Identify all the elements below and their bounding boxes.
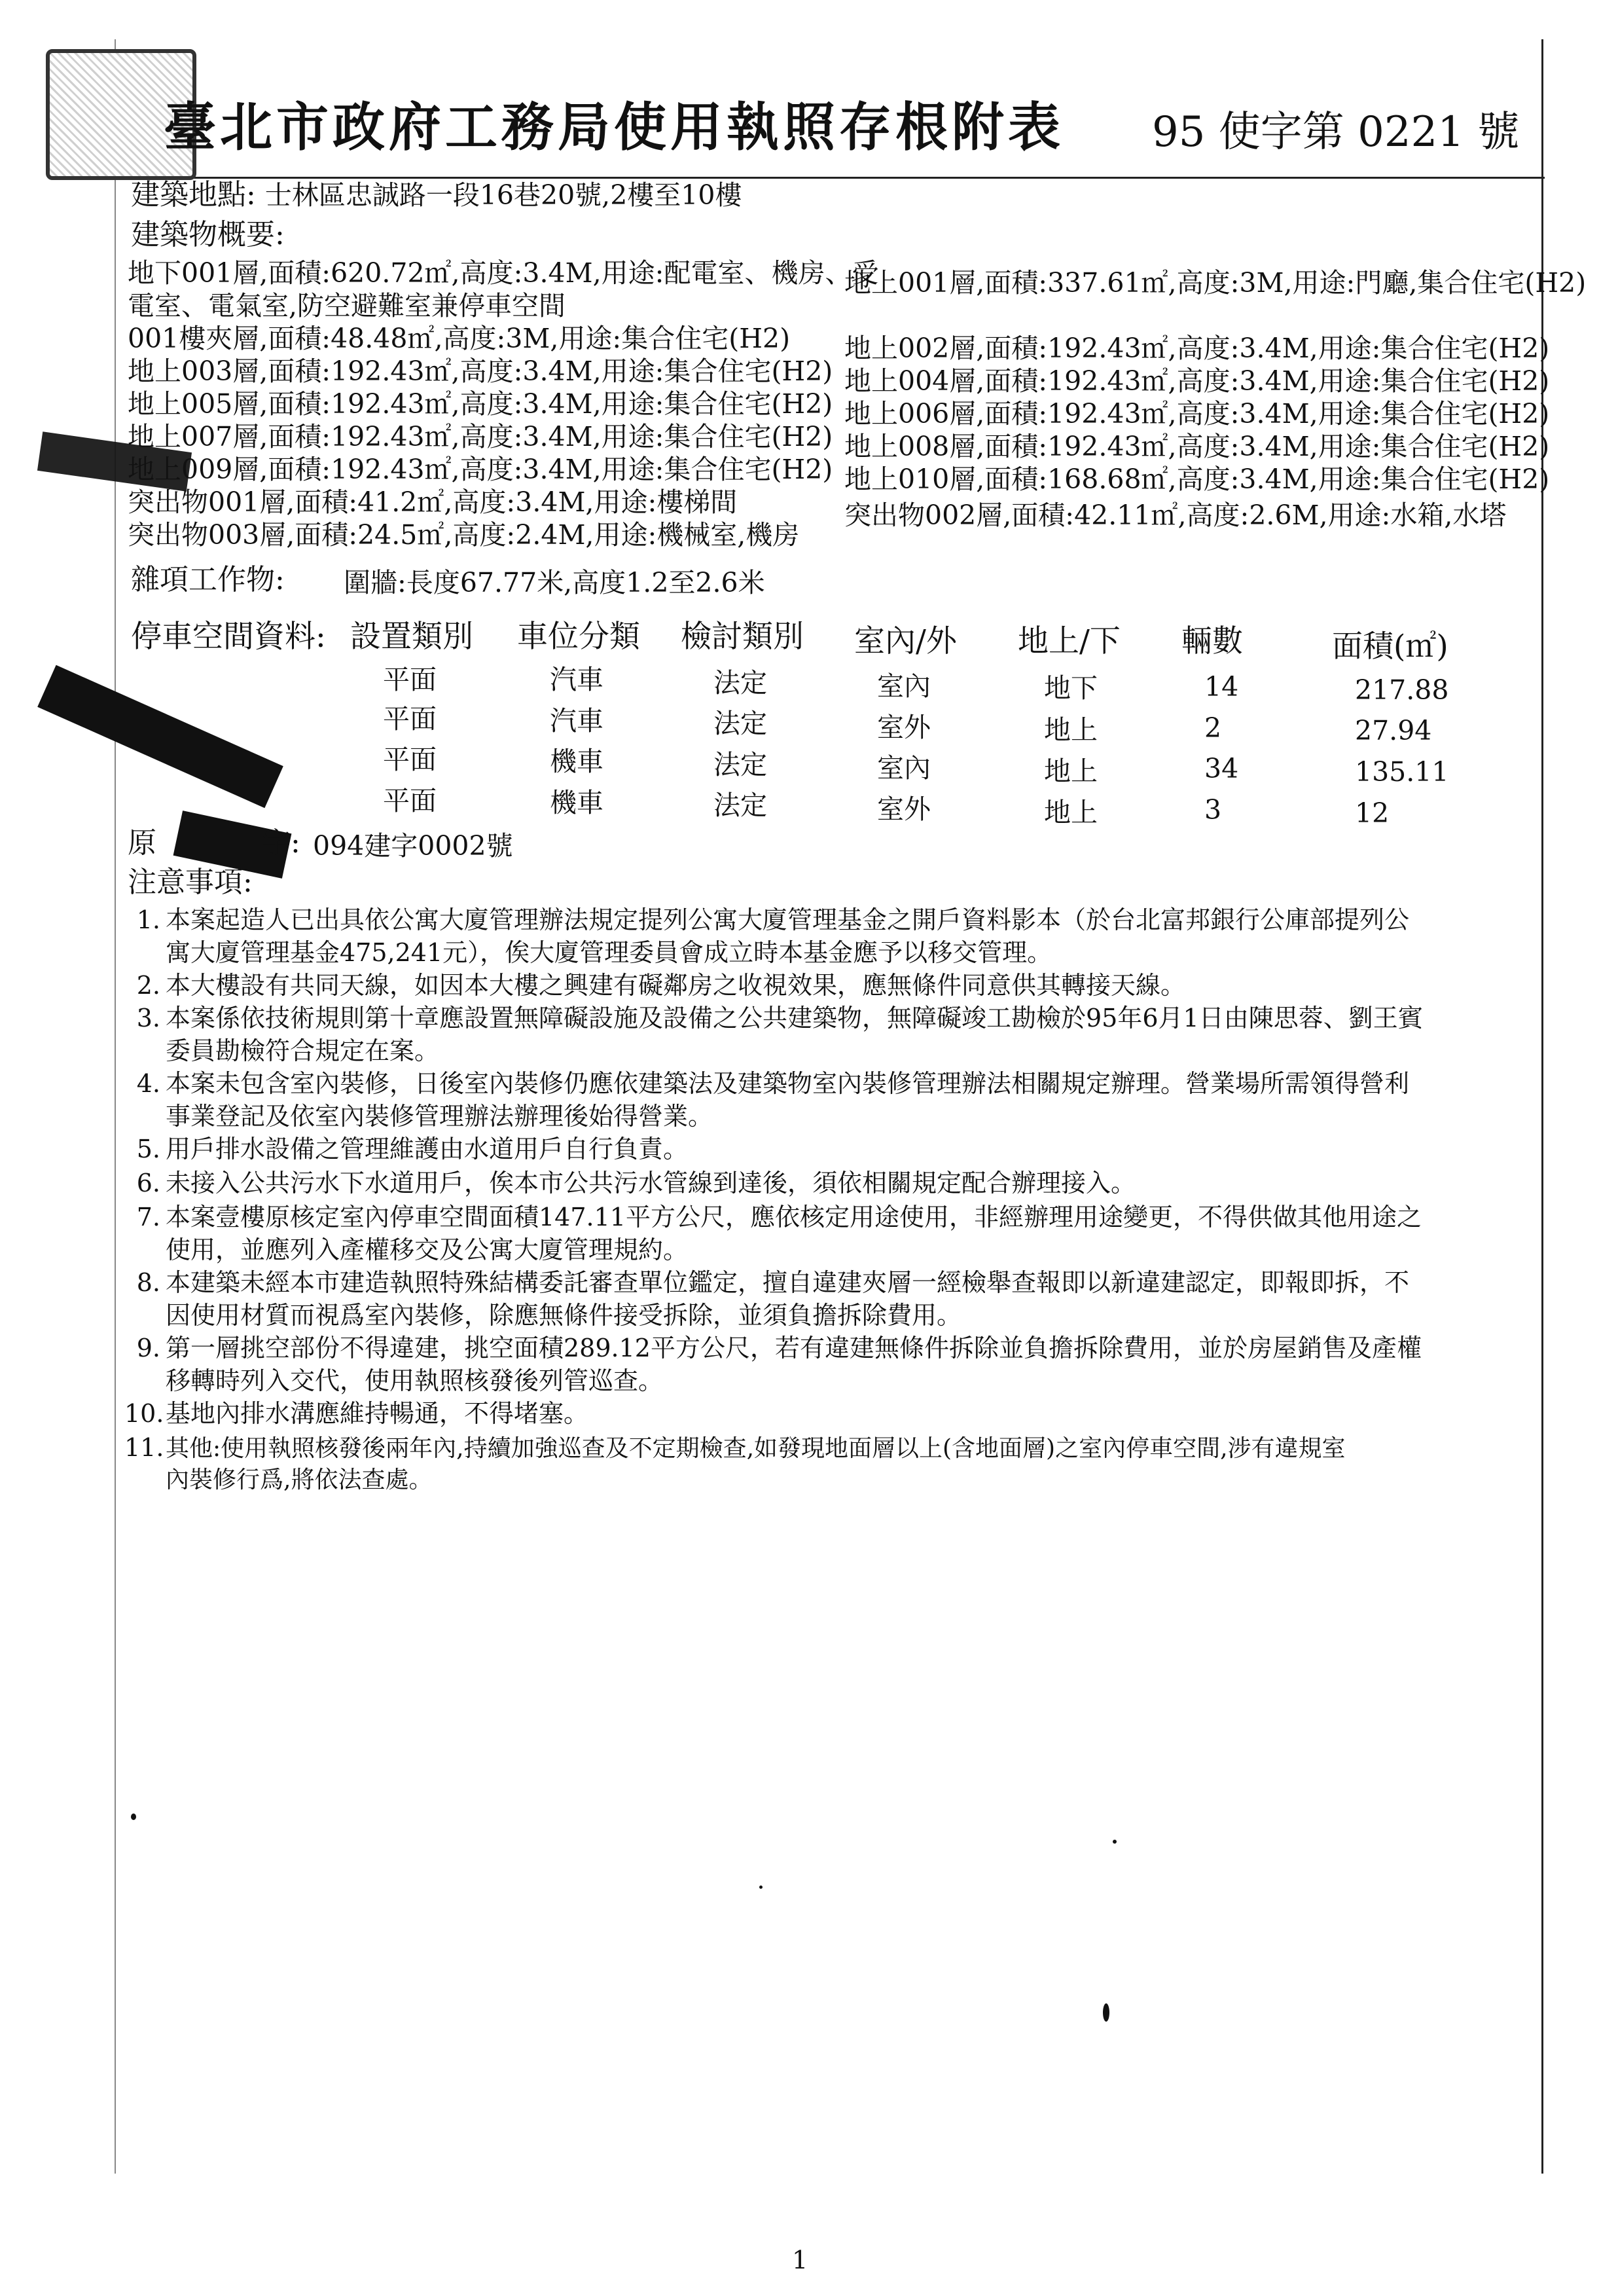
table-cell: 3 bbox=[1204, 794, 1222, 826]
note-text: 使用，並應列入產權移交及公寓大廈管理規約。 bbox=[166, 1235, 689, 1265]
table-cell: 14 bbox=[1204, 671, 1239, 702]
parking-header: 面積(㎡) bbox=[1332, 629, 1448, 665]
overview-label: 建築物概要: bbox=[131, 218, 285, 251]
note-text: 移轉時列入交代，使用執照核發後列管巡查。 bbox=[166, 1366, 664, 1396]
table-cell: 室外 bbox=[877, 712, 931, 743]
note-text: 事業登記及依室內裝修管理辦法辦理後始得營業。 bbox=[166, 1102, 713, 1131]
table-cell: 平面 bbox=[383, 744, 437, 775]
note-number: 10. bbox=[124, 1399, 164, 1428]
parking-header: 地上/下 bbox=[1018, 623, 1121, 659]
table-cell: 12 bbox=[1355, 797, 1390, 829]
floor-entry: 地上004層,面積:192.43㎡,高度:3.4M,用途:集合住宅(H2) bbox=[844, 365, 1550, 397]
note-number: 2. bbox=[136, 971, 160, 1000]
original-permit-label: 原 bbox=[128, 826, 156, 860]
original-permit-label-tail: 字: bbox=[262, 826, 300, 860]
floor-entry: 地上006層,面積:192.43㎡,高度:3.4M,用途:集合住宅(H2) bbox=[844, 398, 1550, 429]
note-item bbox=[124, 1133, 688, 1165]
permit-number: 95 使字第 0221 號 bbox=[1152, 108, 1520, 156]
note-text: 本案壹樓原核定室內停車空間面積147.11平方公尺，應依核定用途使用，非經辦理用途變更，不得供做其他用途之 bbox=[166, 1203, 1422, 1231]
misc-value: 圍牆:長度67.77米,高度1.2至2.6米 bbox=[344, 567, 765, 598]
note-text: 基地內排水溝應維持暢通，不得堵塞。 bbox=[166, 1399, 589, 1428]
table-cell: 法定 bbox=[713, 708, 767, 739]
note-item bbox=[124, 1067, 1409, 1133]
floor-entry: 地上003層,面積:192.43㎡,高度:3.4M,用途:集合住宅(H2) bbox=[128, 355, 833, 387]
floor-entry: 地上002層,面積:192.43㎡,高度:3.4M,用途:集合住宅(H2) bbox=[844, 333, 1550, 364]
table-cell: 法定 bbox=[713, 749, 767, 780]
note-text: 本大樓設有共同天線，如因本大樓之興建有礙鄰房之收視效果，應無條件同意供其轉接天線。 bbox=[166, 971, 1186, 1000]
table-cell: 地上 bbox=[1044, 756, 1098, 787]
note-item bbox=[124, 1397, 588, 1430]
floor-entry: 地上010層,面積:168.68㎡,高度:3.4M,用途:集合住宅(H2) bbox=[844, 464, 1550, 495]
table-cell: 機車 bbox=[550, 787, 603, 818]
note-number: 4. bbox=[136, 1069, 160, 1098]
table-cell: 平面 bbox=[383, 703, 437, 735]
scan-speck bbox=[759, 1886, 763, 1889]
table-cell: 汽車 bbox=[550, 705, 603, 737]
floor-entry: 地上008層,面積:192.43㎡,高度:3.4M,用途:集合住宅(H2) bbox=[844, 431, 1550, 462]
note-item bbox=[124, 969, 1185, 1002]
table-cell: 27.94 bbox=[1355, 715, 1432, 746]
note-item bbox=[124, 1167, 1136, 1199]
note-number: 5. bbox=[136, 1135, 160, 1163]
note-item bbox=[124, 1431, 1346, 1495]
location-line bbox=[131, 178, 742, 213]
note-number: 6. bbox=[136, 1169, 160, 1197]
note-text: 本案起造人已出具依公寓大廈管理辦法規定提列公寓大廈管理基金之開戶資料影本（於台北富邦銀行公庫部提列公 bbox=[166, 905, 1410, 934]
parking-header: 檢討類別 bbox=[681, 619, 804, 655]
note-number: 9. bbox=[136, 1334, 160, 1362]
scan-speck bbox=[1113, 1840, 1117, 1844]
floor-entry: 電室、電氣室,防空避難室兼停車空間 bbox=[128, 290, 566, 321]
parking-label: 停車空間資料: bbox=[131, 619, 326, 655]
table-cell: 平面 bbox=[383, 664, 437, 695]
table-cell: 地上 bbox=[1044, 797, 1098, 828]
table-cell: 室外 bbox=[877, 793, 931, 825]
note-text: 寓大廈管理基金475,241元），俟大廈管理委員會成立時本基金應予以移交管理。 bbox=[166, 938, 1052, 968]
parking-header: 車位分類 bbox=[517, 619, 640, 655]
floor-entry: 突出物001層,面積:41.2㎡,高度:3.4M,用途:樓梯間 bbox=[128, 486, 738, 518]
note-number: 11. bbox=[124, 1433, 164, 1462]
note-text: 本建築未經本市建造執照特殊結構委託審查單位鑑定，擅自違建夾層一經檢舉查報即以新違建認定，即報即拆，不 bbox=[166, 1268, 1410, 1297]
scan-speck bbox=[1103, 2003, 1109, 2022]
original-permit-value: 094建字0002號 bbox=[313, 830, 513, 862]
table-cell: 2 bbox=[1204, 712, 1222, 744]
table-cell: 室內 bbox=[877, 670, 931, 702]
table-cell: 217.88 bbox=[1355, 674, 1449, 706]
location-value: 士林區忠誠路一段16巷20號,2樓至10樓 bbox=[264, 179, 742, 211]
parking-header: 輛數 bbox=[1181, 623, 1243, 659]
note-text: 委員勘檢符合規定在案。 bbox=[166, 1036, 440, 1066]
parking-header: 室內/外 bbox=[854, 623, 957, 659]
table-cell: 汽車 bbox=[550, 664, 603, 695]
table-cell: 135.11 bbox=[1355, 756, 1449, 788]
note-item bbox=[124, 1002, 1423, 1067]
redaction-mark-2 bbox=[37, 665, 283, 809]
floor-entry: 突出物002層,面積:42.11㎡,高度:2.6M,用途:水箱,水塔 bbox=[844, 500, 1507, 531]
notes-label: 注意事項: bbox=[128, 866, 253, 899]
note-text: 因使用材質而視爲室內裝修，除應無條件接受拆除，並須負擔拆除費用。 bbox=[166, 1301, 962, 1330]
floor-entry: 地上001層,面積:337.61㎡,高度:3M,用途:門廳,集合住宅(H2) bbox=[844, 267, 1587, 299]
table-cell: 平面 bbox=[383, 785, 437, 816]
scan-speck bbox=[131, 1813, 136, 1820]
note-text: 本案係依技術規則第十章應設置無障礙設施及設備之公共建築物，無障礙竣工勘檢於95年6月1日由陳思蓉、劉王賓 bbox=[166, 1004, 1423, 1032]
floor-entry: 001樓夾層,面積:48.48㎡,高度:3M,用途:集合住宅(H2) bbox=[128, 323, 791, 354]
table-cell: 法定 bbox=[713, 667, 767, 699]
page-number: 1 bbox=[792, 2246, 808, 2274]
note-text: 其他:使用執照核發後兩年內,持續加強巡查及不定期檢查,如發現地面層以上(含地面層)之室內停車空間,涉有違規室 bbox=[166, 1435, 1346, 1462]
note-text: 本案未包含室內裝修，日後室內裝修仍應依建築法及建築物室內裝修管理辦法相關規定辦理。營業場所需領得營利 bbox=[166, 1069, 1410, 1098]
table-cell: 室內 bbox=[877, 752, 931, 784]
table-cell: 機車 bbox=[550, 746, 603, 777]
floor-entry: 地下001層,面積:620.72㎡,高度:3.4M,用途:配電室、機房、受 bbox=[128, 257, 879, 289]
note-text: 內裝修行爲,將依法查處。 bbox=[166, 1466, 433, 1493]
note-item bbox=[124, 903, 1409, 969]
note-item bbox=[124, 1201, 1422, 1266]
note-number: 8. bbox=[136, 1268, 160, 1297]
floor-entry: 地上009層,面積:192.43㎡,高度:3.4M,用途:集合住宅(H2) bbox=[128, 454, 833, 485]
document-title: 臺北市政府工務局使用執照存根附表 bbox=[164, 96, 1064, 158]
note-text: 第一層挑空部份不得違建，挑空面積289.12平方公尺，若有違建無條件拆除並負擔拆除費用，並於房屋銷售及產權 bbox=[166, 1334, 1422, 1362]
parking-header: 設置類別 bbox=[350, 619, 473, 655]
location-label: 建築地點: bbox=[131, 178, 256, 211]
note-text: 用戶排水設備之管理維護由水道用戶自行負責。 bbox=[166, 1135, 689, 1163]
floor-entry: 地上007層,面積:192.43㎡,高度:3.4M,用途:集合住宅(H2) bbox=[128, 421, 833, 452]
floor-entry: 突出物003層,面積:24.5㎡,高度:2.4M,用途:機械室,機房 bbox=[128, 519, 800, 551]
table-cell: 地上 bbox=[1044, 714, 1098, 746]
note-item bbox=[124, 1332, 1422, 1397]
table-cell: 地下 bbox=[1044, 672, 1098, 704]
note-number: 7. bbox=[136, 1203, 160, 1231]
table-cell: 34 bbox=[1204, 753, 1239, 784]
note-item bbox=[124, 1266, 1409, 1332]
note-number: 1. bbox=[136, 905, 160, 934]
misc-label: 雜項工作物: bbox=[131, 563, 285, 596]
note-text: 未接入公共污水下水道用戶，俟本市公共污水管線到達後，須依相關規定配合辦理接入。 bbox=[166, 1169, 1136, 1197]
table-cell: 法定 bbox=[713, 790, 767, 821]
note-number: 3. bbox=[136, 1004, 160, 1032]
left-border bbox=[115, 39, 116, 2174]
floor-entry: 地上005層,面積:192.43㎡,高度:3.4M,用途:集合住宅(H2) bbox=[128, 388, 833, 420]
